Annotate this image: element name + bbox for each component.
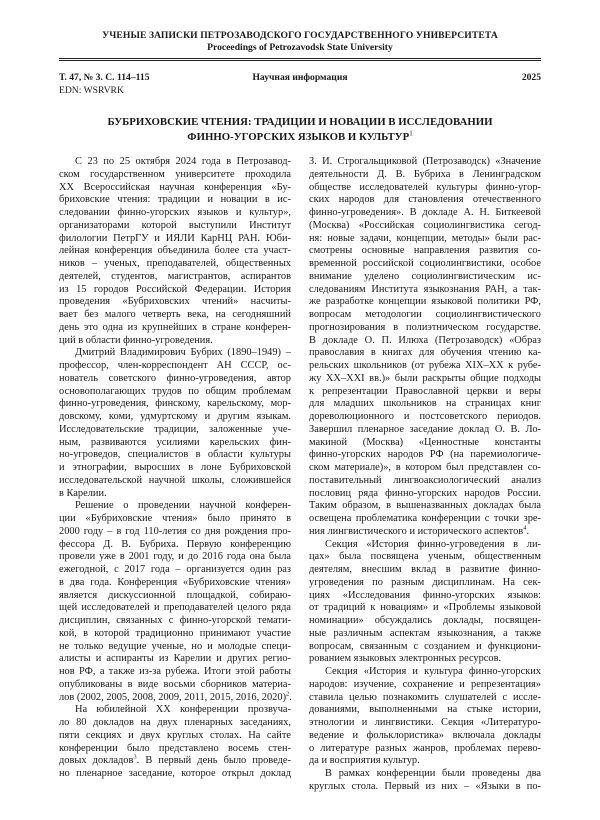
text-line <box>309 628 541 641</box>
text-line-content: же разработке концепции языковой политики РФ, <box>309 296 541 308</box>
text-line <box>59 717 291 730</box>
text-line <box>59 245 291 258</box>
text-line <box>59 220 291 233</box>
text-line-content: временной российской социолингвистики, особое <box>309 258 541 269</box>
text-line <box>309 284 541 297</box>
text-line <box>309 692 541 705</box>
edn-code: EDN: WSRVRK <box>59 85 124 96</box>
text-line <box>59 386 291 399</box>
text-line <box>59 296 291 309</box>
text-line <box>309 437 541 450</box>
text-line <box>309 615 541 628</box>
text-line-content: является дискуссионной площадкой, собираю- <box>59 589 291 601</box>
text-line <box>59 500 291 513</box>
text-line <box>59 615 291 628</box>
text-line-content: пяти секциях и двух круглых столах. На сайте <box>59 729 291 741</box>
text-line <box>309 233 541 246</box>
text-line <box>59 704 291 717</box>
article-title-line2: ФИННО-УГОРСКИХ ЯЗЫКОВ И КУЛЬТУР <box>187 131 410 143</box>
text-line <box>59 156 291 169</box>
text-line <box>309 335 541 348</box>
text-line-content: обществе исследователей культуры финно-угор- <box>309 181 541 193</box>
text-line-content: В рамках конференции были проведены два <box>325 768 541 779</box>
text-line-content: Секция «История и культура финно-угорских <box>325 666 541 677</box>
text-line-content: конференции было представлено восемь стен- <box>59 742 291 754</box>
text-line-content: не только ведущие ученые, но и молодые специ- <box>59 640 291 652</box>
text-line <box>309 577 541 590</box>
text-line <box>59 475 291 488</box>
text-line-content: XX Всероссийская научная конференция «Бу- <box>59 181 291 193</box>
text-line-content: рельских школьников (от рубежа XIX–XX к рубе- <box>309 360 541 371</box>
text-line <box>59 488 291 501</box>
text-line <box>59 373 291 386</box>
text-line <box>59 347 291 360</box>
text-line <box>309 258 541 271</box>
text-line-content: вопросам, связанным с созданием и функциони- <box>309 640 541 652</box>
text-line <box>309 768 541 781</box>
text-line-content: ников – ученых, преподавателей, общественных <box>59 258 291 269</box>
text-line <box>309 156 541 169</box>
text-line <box>59 743 291 756</box>
footnote-mark: 4 <box>523 524 527 532</box>
text-line <box>309 475 541 488</box>
text-line <box>309 704 541 717</box>
text-line-tail: . В первый день было проведе- <box>136 755 291 767</box>
text-line <box>309 488 541 501</box>
text-line-content: ских народов для становления отечественного <box>309 194 541 206</box>
text-line <box>59 169 291 182</box>
text-line-content: прогнозирования в полиэтническом государстве. <box>309 321 541 333</box>
text-line <box>309 551 541 564</box>
text-line <box>309 322 541 335</box>
text-line-content: кой, в которой традиционно принимают участие <box>59 627 291 639</box>
text-line <box>59 449 291 462</box>
text-line-content: нов РФ, а также из-за рубежа. Итоги этой работы <box>59 666 291 677</box>
text-line-content: в два года. Конференция «Бубриховские чтения» <box>59 576 291 588</box>
text-line-content: исследовательской научной школы, сложившейся <box>59 474 291 486</box>
text-line <box>309 373 541 386</box>
text-line <box>59 539 291 552</box>
text-line-content: лов (2002, 2005, 2008, 2009, 2011, 2015, 2016, 2020) <box>59 691 287 703</box>
text-line <box>309 207 541 220</box>
text-line-content: этнологии и лингвистики. Секция «Литературо- <box>309 717 541 728</box>
text-line <box>309 602 541 615</box>
text-line-content: организаторами которой выступили Институт <box>59 219 291 231</box>
text-line <box>59 526 291 539</box>
text-line-content: довскому, коми, удмуртскому и другим языкам. <box>59 411 291 422</box>
text-line-content: нователь советского финно-угроведения, автор <box>59 372 291 384</box>
header-rule-bottom <box>59 60 541 61</box>
text-line-content: Решение о проведении научной конферен- <box>75 500 291 512</box>
text-line-content: (Москва) «Российская социолингвистика сегод- <box>309 219 541 231</box>
text-line-content: макиной (Москва) «Ценностные константы <box>309 436 541 448</box>
text-line <box>309 781 541 794</box>
text-line: ния лингвистического и исторического аспектов$^4$. <box>309 524 530 537</box>
text-line-content: провели уже в 2001 году, и до 2016 года она была <box>59 551 291 563</box>
text-line-content: ным, развиваются усилиями карельских фин- <box>59 436 291 448</box>
title-footnote-mark: 1 <box>409 129 413 138</box>
text-line-content: Исследовательские традиции, заложенные уче- <box>59 423 291 435</box>
text-line <box>59 590 291 603</box>
text-line-content: ния лингвистического и исторического аспектов <box>309 525 524 537</box>
text-line-content: ском материале)», в котором был представлен со- <box>309 462 541 473</box>
year: 2025 <box>521 72 541 83</box>
text-line-content: и этнографии, выросших в лоне Бубриховской <box>59 462 291 473</box>
text-line-content: дованиями, выполненными на стыке истории, <box>309 704 541 716</box>
text-line <box>309 755 541 768</box>
text-line-content: угроведения по разным дисциплинам. На сек- <box>309 576 541 588</box>
text-line-content: лейная конференция объединила более ста участ- <box>59 245 291 257</box>
text-line-content: ведение и фольклористика» включала доклады <box>309 729 541 741</box>
text-line-content: ции «Бубриховские чтения» было принято в <box>59 513 291 524</box>
text-line-content: о литературе разных жанров, проблемах перево- <box>309 742 541 754</box>
text-line-content: но-угроведов, специалистов в области культуры <box>59 449 291 461</box>
text-line <box>59 462 291 475</box>
text-line <box>59 182 291 195</box>
text-line <box>59 666 291 679</box>
text-line <box>59 335 291 348</box>
text-line-content: проведения «Бубриховских чтений» насчиты- <box>59 296 291 308</box>
text-line <box>59 258 291 271</box>
text-line-content: народов: изучение, сохранение и репрезентация» <box>309 678 541 690</box>
text-line-content: Секция «История финно-угроведения в ли- <box>325 538 541 550</box>
text-line <box>59 679 291 692</box>
text-line-content: внимание уделено социолингвистическим ис- <box>309 270 541 282</box>
text-line <box>59 641 291 654</box>
text-line <box>59 551 291 564</box>
text-line <box>309 653 541 666</box>
text-line-content: вает без малого четверть века, на сегодняшний <box>59 309 291 320</box>
text-line <box>59 424 291 437</box>
text-line <box>309 462 541 475</box>
text-line-content: ском государственном университете проходила <box>59 168 291 180</box>
text-line <box>309 398 541 411</box>
text-line-content: ные различным аспектам языкознания, а также <box>309 627 541 639</box>
text-line-content: щей исследователей и преподавателей целого ряда <box>59 602 291 614</box>
text-line-content: дисциплин, связанных с финно-угорской темати- <box>59 615 291 626</box>
text-line-content: профессор, член-корреспондент АН СССР, ос- <box>59 360 291 371</box>
text-line-content: для младших школьников на страницах книг <box>309 398 541 410</box>
text-line <box>59 411 291 424</box>
right-text-column <box>309 156 541 794</box>
text-line <box>59 602 291 615</box>
journal-subtitle: Proceedings of Petrozavodsk State University <box>207 42 393 53</box>
text-line-content: смотрены основные направления развития со- <box>309 245 541 257</box>
text-line-content: циях «Исследования финно-угорских языков: <box>309 589 541 601</box>
text-line <box>59 437 291 450</box>
text-line <box>59 628 291 641</box>
text-line-content: круглых стола. Первый из них – «Языки в по- <box>309 780 541 792</box>
text-line-content: следованиям Института языкознания РАН, а так- <box>309 283 541 295</box>
text-line-content: довых докладов <box>59 755 134 767</box>
text-line-content: финно-угроведения». В докладе А. Н. Биткеевой <box>309 207 541 218</box>
text-line <box>309 386 541 399</box>
text-line <box>59 653 291 666</box>
left-text-column <box>59 156 291 781</box>
text-line-content: но пленарное заседание, которое открыл доклад <box>59 768 291 779</box>
text-line-content: На юбилейной XX конференции прозвуча- <box>75 704 291 716</box>
text-line <box>59 730 291 743</box>
text-line-content: филологии ПетрГУ и ИЯЛИ КарНЦ РАН. Юби- <box>59 232 291 244</box>
text-line <box>309 679 541 692</box>
text-line-content: З. И. Строгальщиковой (Петрозаводск) «Значение <box>309 156 541 167</box>
journal-title: УЧЕНЫЕ ЗАПИСКИ ПЕТРОЗАВОДСКОГО ГОСУДАРСТВЕННОГО УНИВЕРСИТЕТА <box>102 30 498 41</box>
text-line-content: из 15 городов Российской Федерации. История <box>59 283 291 295</box>
text-line <box>309 411 541 424</box>
text-line <box>59 322 291 335</box>
section-label: Научная информация <box>252 72 348 83</box>
text-line <box>59 271 291 284</box>
text-line-content: ций в области финно-угроведения. <box>59 334 213 346</box>
footnote-mark: 2 <box>286 690 290 698</box>
text-line-content: поставительный лингвоаксиологический анализ <box>309 474 541 486</box>
text-line-content: цах» была посвящена ученым, общественным <box>309 551 541 563</box>
text-line-content: рованием языковых электронных ресурсов. <box>309 653 502 665</box>
article-title <box>59 115 541 145</box>
text-line <box>59 207 291 220</box>
text-line-content: жу XX–XXI вв.)» были раскрыты общие подходы <box>309 372 541 384</box>
text-line <box>59 398 291 411</box>
text-line-content: дореволюционного и постсоветского периодов. <box>309 411 541 422</box>
text-line-content: да и восприятия культур. <box>309 755 420 767</box>
text-line <box>59 194 291 207</box>
text-line-content: Дмитрий Владимирович Бубрих (1890–1949) – <box>75 347 291 359</box>
text-line <box>309 360 541 373</box>
text-line <box>309 194 541 207</box>
header-rule-top <box>59 58 541 59</box>
text-line <box>59 284 291 297</box>
text-line-content: В докладе О. П. Илюха (Петрозаводск) «Образ <box>309 334 541 346</box>
text-line <box>59 360 291 373</box>
article-title-line1: БУБРИХОВСКИЕ ЧТЕНИЯ: ТРАДИЦИИ И НОВАЦИИ В ИССЛЕДОВАНИИ <box>107 116 493 128</box>
text-line <box>309 424 541 437</box>
text-line-content: бриховские чтения: традиции и новации в ис- <box>59 194 291 206</box>
text-line-content: финно-угорских народов РФ (на паремиологиче- <box>309 449 541 461</box>
text-line-content: день это одна из крупнейших в стране конферен- <box>59 321 291 333</box>
text-line-content: освещена проблематика конференции с точки зре- <box>309 513 541 524</box>
text-line <box>309 500 541 513</box>
text-line-content: деятелей, студентов, магистрантов, аспирантов <box>59 270 291 282</box>
text-line-content: вопросам методологии социолингвистического <box>309 309 541 320</box>
text-line-content: в Карелии. <box>59 487 107 499</box>
text-line-content: от традиций к новациям» и «Проблемы языковой <box>309 602 541 614</box>
text-line <box>59 233 291 246</box>
text-line <box>309 564 541 577</box>
text-line-content: основополагающих трудов по общим проблемам <box>59 385 291 397</box>
text-line <box>309 347 541 360</box>
text-line-content: 2000 году – в год 110-летия со дня рождения про- <box>59 525 291 537</box>
text-line: лов (2002, 2005, 2008, 2009, 2011, 2015, 2016, 2020)$^2$. <box>59 690 292 703</box>
text-line-content: финно-угроведения, финскому, карельскому, мор- <box>59 398 291 410</box>
text-line-content: алисты и аспиранты из Карелии и других регио- <box>59 653 291 665</box>
text-line <box>309 296 541 309</box>
text-line-content: деятелям, внесшим вклад в развитие финно- <box>309 564 541 575</box>
text-line-content: ставила целью познакомить слушателей с иссле- <box>309 691 541 703</box>
text-line-content: номинации» обсуждались доклады, посвящен- <box>309 615 541 626</box>
text-line-content: деятельности Д. В. Бубриха в Ленинградском <box>309 168 541 180</box>
text-line <box>309 169 541 182</box>
text-line-content: следовании финно-угорских языков и культур», <box>59 207 291 218</box>
text-line <box>309 449 541 462</box>
text-line <box>309 743 541 756</box>
text-line-content: опубликованы в виде восьми сборников материа- <box>59 678 291 690</box>
text-line <box>59 755 291 768</box>
text-line-content: пословиц ряда финно-угорских народов России. <box>309 487 541 499</box>
text-line-content: Таким образом, в вышеназванных докладах была <box>309 500 541 512</box>
text-line <box>309 513 541 526</box>
text-line <box>309 717 541 730</box>
text-line <box>309 666 541 679</box>
text-line <box>59 513 291 526</box>
text-line-content: С 23 по 25 октября 2024 года в Петрозавод- <box>75 156 291 167</box>
volume-info: Т. 47, № 3. С. 114–115 <box>59 72 150 83</box>
text-line <box>309 309 541 322</box>
text-line-content: фессора Д. В. Бубриха. Первую конференцию <box>59 538 291 550</box>
text-line <box>59 768 291 781</box>
text-line <box>309 182 541 195</box>
text-line <box>59 564 291 577</box>
text-line-content: православия в книгах для обучения чтению ка- <box>309 347 541 359</box>
text-line-content: к репрезентации Православной церкви и веры <box>309 385 541 397</box>
text-line <box>309 245 541 258</box>
text-line-content: ежегодной, с 2017 года – организуется один раз <box>59 564 291 575</box>
text-line-content: ло 80 докладов на двух пленарных заседаниях, <box>59 717 291 728</box>
text-line-content: ня: новые задачи, концепции, методы» были рас- <box>309 232 541 244</box>
text-line <box>59 577 291 590</box>
text-line <box>309 730 541 743</box>
text-line <box>309 590 541 603</box>
footnote-mark: 3 <box>133 753 137 761</box>
text-line <box>59 309 291 322</box>
text-line <box>309 641 541 654</box>
text-line <box>309 271 541 284</box>
text-line <box>309 220 541 233</box>
text-line <box>309 539 541 552</box>
text-line-content: Завершил пленарное заседание доклад О. В. Ло- <box>309 423 541 435</box>
